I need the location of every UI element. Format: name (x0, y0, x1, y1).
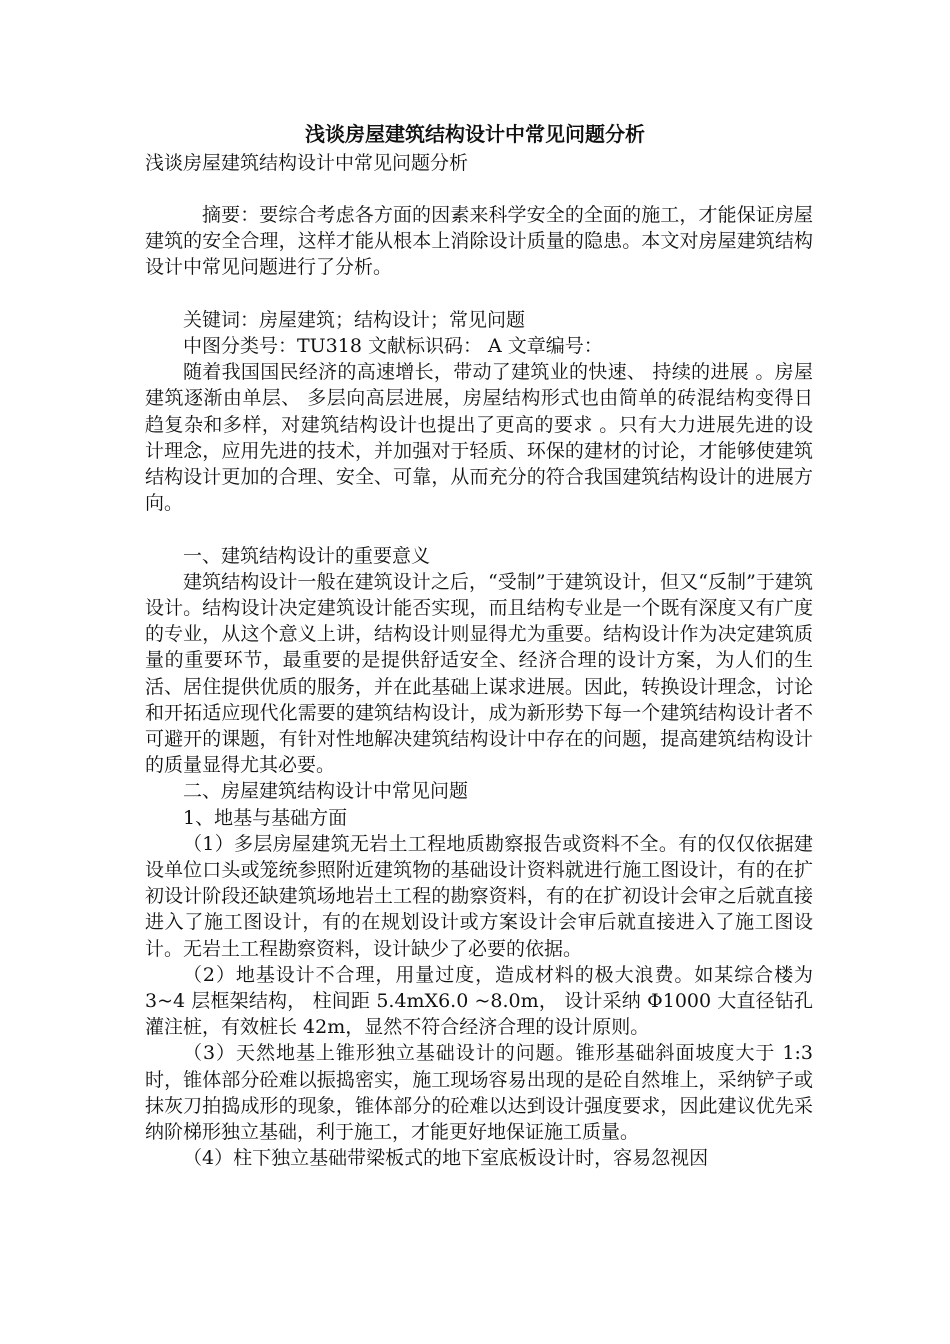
intro-paragraph: 随着我国国民经济的高速增长，带动了建筑业的快速、 持续的进展 。房屋建筑逐渐由单层、 多层向高层进展，房屋结构形式也由简单的砖混结构变得日趋复杂和多样，对建筑结构设计也提出了更高的要求 。只有大力进展先进的设计理念，应用先进的技术，并加强对于轻质、环保的建材的讨论，才能够使建筑结构设计更加的合理、安全、可靠，从而充分的符合我国建筑结构设计的进展方向。 (145, 361, 813, 515)
blank-line (145, 516, 813, 542)
section2-heading: 二、房屋建筑结构设计中常见问题 (183, 780, 469, 803)
item4-paragraph: （4）柱下独立基础带梁板式的地下室底板设计时，容易忽视因 (183, 1147, 709, 1170)
document-subtitle: 浅谈房屋建筑结构设计中常见问题分析 (145, 152, 469, 174)
section1-paragraph: 建筑结构设计一般在建筑设计之后，“受制”于建筑设计，但又“反制”于建筑设计。结构设计决定建筑设计能否实现，而且结构专业是一个既有深度又有广度的专业，从这个意义上讲，结构设计则显得尤为重要。结构设计作为决定建筑质量的重要环节，最重要的是提供舒适安全、经济合理的设计方案，为人们的生活、居住提供优质的服务，并在此基础上谋求进展。因此，转换设计理念，讨论和开拓适应现代化需要的建筑结构设计，成为新形势下每一个建筑结构设计者不可避开的课题，有针对性地解决建筑结构设计中存在的问题，提高建筑结构设计的质量显得尤其必要。 (145, 570, 813, 777)
item1-paragraph: （1）多层房屋建筑无岩土工程地质勘察报告或资料不全。有的仅仅依据建设单位口头或笼统参照附近建筑物的基础设计资料就进行施工图设计，有的在扩初设计阶段还缺建筑场地岩土工程的勘察资料，有的在扩初设计会审之后就直接进入了施工图设计，有的在规划设计或方案设计会审后就直接进入了施工图设计。无岩土工程勘察资料，设计缺少了必要的依据。 (145, 832, 813, 960)
abstract-paragraph: 摘要：要综合考虑各方面的因素来科学安全的全面的施工，才能保证房屋建筑的安全合理，这样才能从根本上消除设计质量的隐患。本文对房屋建筑结构设计中常见问题进行了分析。 (145, 204, 813, 279)
document-title: 浅谈房屋建筑结构设计中常见问题分析 (305, 122, 645, 146)
classification-line: 中图分类号：TU318 文献标识码： A 文章编号： (183, 335, 603, 357)
blank-line (145, 281, 813, 307)
document-body (145, 202, 813, 1171)
item2-paragraph: （2）地基设计不合理，用量过度，造成材料的极大浪费。如某综合楼为 3~4 层框架结构， 柱间距 5.4mX6.0 ~8.0m， 设计采纳 Φ1000 大直径钻孔灌注桩，有效桩长 42m，显然不符合经济合理的设计原则。 (145, 963, 813, 1039)
section1-heading: 一、建筑结构设计的重要意义 (183, 544, 431, 567)
subsection1-heading: 1、地基与基础方面 (183, 806, 348, 829)
item3-paragraph: （3）天然地基上锥形独立基础设计的问题。锥形基础斜面坡度大于 1:3 时，锥体部分砼难以振捣密实，施工现场容易出现的是砼自然堆上，采纳铲子或抹灰刀拍捣成形的现象，锥体部分的砼难以达到设计强度要求，因此建议优先采纳阶梯形独立基础，利于施工，才能更好地保证施工质量。 (145, 1042, 813, 1144)
keywords-line: 关键词：房屋建筑；结构设计；常见问题 (183, 308, 526, 331)
